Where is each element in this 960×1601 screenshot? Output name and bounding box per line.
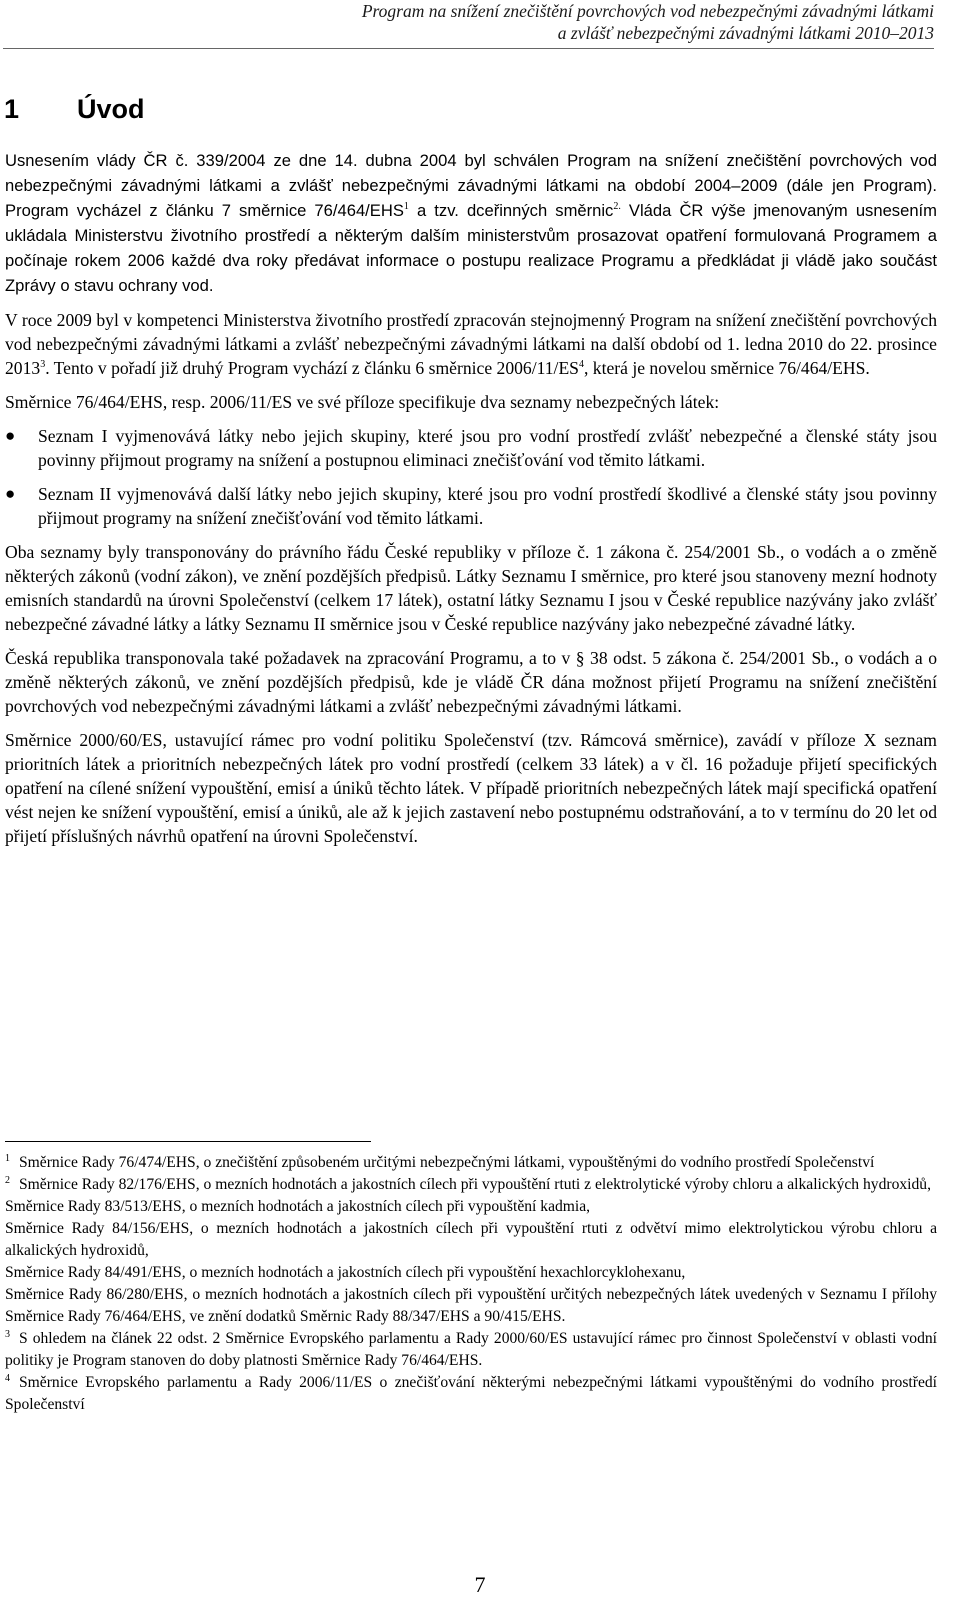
bullet-list xyxy=(5,424,937,530)
paragraph-2: V roce 2009 byl v kompetenci Ministerstva životního prostředí zpracován stejnojmenný Program na snížení znečištění povrchových vod nebezpečnými závadnými látkami a zvlášť nebezpečnými závadnými látkami na další období od 1. ledna 2010 do 22. prosince 2013$^3$. Tento v pořadí již druhý Program vychází z článku 6 směrnice $2006/11/ES^4$, která je novelou směrnice 76/464/EHS. xyxy=(5,310,937,378)
paragraph-6: Směrnice 2000/60/ES, ustavující rámec pro vodní politiku Společenství (tzv. Rámcová směrnice), zavádí v příloze X seznam prioritních látek a prioritních nebezpečných látek pro vodní prostředí (celkem 33 látek) a v čl. 16 požaduje přijetí specifických opatření na cílené snížení vypouštění, emisí a úniků těchto látek. V případě prioritních nebezpečných látek mají specifická opatření vést nejen ke snížení vypouštění, emisí a úniků, ale až k jejich zastavení nebo postupnému odstraňování, a to v termínu do 20 let od přijetí příslušných návrhů opatření na úrovni Společenství. xyxy=(5,730,937,846)
paragraph-4: Oba seznamy byly transponovány do právního řádu České republiky v příloze č. 1 zákona č. 254/2001 Sb., o vodách a o změně některých zákonů (vodní zákon), ve znění pozdějších předpisů. Látky Seznamu I směrnice, pro které jsou stanoveny mezní hodnoty emisních standardů na úrovni Společenství (celkem 17 látek), ostatní látky Seznamu I jsou v České republice nazývány jako zvlášť nebezpečné závadné látky a látky Seznamu II směrnice jsou v České republice nazývány jako nebezpečné závadné látky. xyxy=(5,542,937,634)
footnotes xyxy=(5,1152,937,1416)
header-line-2: a zvlášť nebezpečnými závadnými látkami 2010–2013 xyxy=(557,23,934,43)
footnote-separator xyxy=(5,1141,371,1142)
section-title: Úvod xyxy=(77,94,145,124)
section-number: 1 xyxy=(4,94,20,124)
bullet-icon: ● xyxy=(5,426,16,445)
footnote-2: $^2$ Směrnice Rady 82/176/EHS, o mezních hodnotách a jakostních cílech při vypouštění rtuti z elektrolytické výroby chloru a alkalických hydroxidů, xyxy=(5,1174,931,1193)
footnote-2-item: Směrnice Rady 86/280/EHS, o mezních hodnotách a jakostních cílech při vypouštění určitých nebezpečných látek uvedených v Seznamu I přílohy Směrnice Rady 76/464/EHS, ve znění dodatků Směrnic Rady 88/347/EHS a 90/415/EHS. xyxy=(5,1286,937,1325)
bullet-icon: ● xyxy=(5,484,16,503)
page-number: 7 xyxy=(474,1572,486,1597)
footnote-ref-4[interactable]: 4 xyxy=(578,359,584,371)
footnote-ref-2[interactable]: 2. xyxy=(613,201,621,213)
list-item: ● Seznam II vyjmenovává další látky nebo jejich skupiny, které jsou pro vodní prostředí škodlivé a členské státy jsou povinny přijmout programy na snížení znečišťování vod těmito látkami. xyxy=(5,484,937,528)
footnote-1: $^1$ Směrnice Rady 76/474/EHS, o znečištění způsobeném určitými nebezpečnými látkami, vypouštěnými do vodního prostředí Společenství xyxy=(5,1152,875,1171)
footnote-ref-1[interactable]: 1 xyxy=(403,201,409,213)
footnote-2-item: Směrnice Rady 84/156/EHS, o mezních hodnotách a jakostních cílech při vypouštění rtuti z odvětví mimo elektrolytickou výrobu chloru a alkalických hydroxidů, xyxy=(5,1220,937,1259)
paragraph-5: Česká republika transponovala také požadavek na zpracování Programu, a to v § 38 odst. 5 zákona č. 254/2001 Sb., o vodách a o změně některých zákonů, ve znění pozdějších předpisů, kde je vládě ČR dána možnost přijetí Programu na snížení znečištění povrchových vod nebezpečnými závadnými látkami a zvlášť nebezpečnými závadnými látkami. xyxy=(5,648,937,716)
section-heading xyxy=(4,93,145,125)
footnote-2-item: Směrnice Rady 84/491/EHS, o mezních hodnotách a jakostních cílech při vypouštění hexachlorcyklohexanu, xyxy=(5,1264,686,1281)
footnote-ref-3[interactable]: 3 xyxy=(40,359,46,371)
header-line-1: Program na snížení znečištění povrchových vod nebezpečnými závadnými látkami xyxy=(361,1,934,21)
list-item: ● Seznam I vyjmenovává látky nebo jejich skupiny, které jsou pro vodní prostředí zvlášť nebezpečné a členské státy jsou povinny přijmout programy na snížení a postupnou eliminaci znečišťování vod těmito látkami. xyxy=(5,426,937,470)
footnote-4: $^4$ Směrnice Evropského parlamentu a Rady 2006/11/ES o znečišťování některými nebezpečnými látkami vypouštěnými do vodního prostředí Společenství xyxy=(5,1372,937,1413)
footnote-3: $^3$ S ohledem na článek 22 odst. 2 Směrnice Evropského parlamentu a Rady 2000/60/ES ustavující rámec pro činnost Společenství v oblasti vodní politiky je Program stanoven do doby platnosti Směrnice Rady 76/464/EHS. xyxy=(5,1328,937,1369)
paragraph-3: Směrnice 76/464/EHS, resp. 2006/11/ES ve své příloze specifikuje dva seznamy nebezpečných látek: xyxy=(5,392,720,412)
header-rule xyxy=(3,48,934,49)
running-header xyxy=(114,0,934,44)
body-text xyxy=(5,148,937,858)
footnote-2-item: Směrnice Rady 83/513/EHS, o mezních hodnotách a jakostních cílech při vypouštění kadmia, xyxy=(5,1198,591,1215)
paragraph-1: Usnesením vlády ČR č. 339/2004 ze dne 14. dubna 2004 byl schválen Program na snížení znečištění povrchových vod nebezpečnými závadnými látkami a zvlášť nebezpečnými závadnými látkami na období 2004–2009 (dále jen Program). Program vycházel z článku 7 směrnice 76/464/EHS$^1$ a tzv. dceřinných směrnic$^{2.}$ Vláda ČR výše jmenovaným usnesením ukládala Ministerstvu životního prostředí a některým dalším ministerstvům prosazovat opatření formulovaná Programem a počínaje rokem 2006 každé dva roky předávat informace o postupu realizace Programu a předkládat ji vládě jako součást Zprávy o stavu ochrany vod. xyxy=(5,151,937,295)
